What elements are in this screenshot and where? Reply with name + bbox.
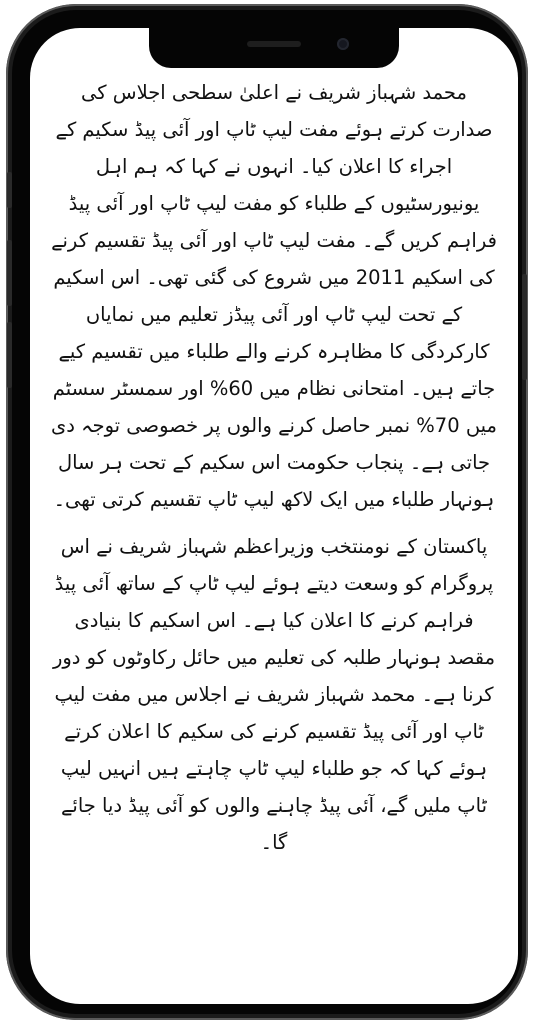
phone-screen[interactable] bbox=[30, 28, 518, 1004]
power-button bbox=[522, 274, 527, 380]
notch bbox=[149, 28, 399, 68]
front-camera-icon bbox=[337, 38, 349, 50]
article-paragraph-2: پاکستان کے نومنتخب وزیراعظم شہباز شریف نے اس پروگرام کو وسعت دیتے ہوئے لیپ ٹاپ کے ساتھ آئی پیڈ فراہم کرنے کا اعلان کیا ہے۔ اس اسکیم کا بنیادی مقصد ہونہار طلبہ کی تعلیم میں حائل رکاوٹوں کو دور کرنا ہے۔ محمد شہباز شریف نے اجلاس میں مفت لیپ ٹاپ اور آئی پیڈ تقسیم کرنے کی سکیم کا اعلان کرتے ہوئے کہا کہ جو طلباء لیپ ٹاپ چاہتے ہیں انہیں لیپ ٹاپ ملیں گے، آئی پیڈ چاہنے والوں کو آئی پیڈ دیا جائے گا۔ bbox=[52, 535, 496, 854]
article-paragraph-1: محمد شہباز شریف نے اعلیٰ سطحی اجلاس کی صدارت کرتے ہوئے مفت لیپ ٹاپ اور آئی پیڈ سکیم کے اجراء کا اعلان کیا۔ انہوں نے کہا کہ ہم اہل یونیورسٹیوں کے طلباء کو مفت لیپ ٹاپ اور آئی پیڈ فراہم کریں گے۔ مفت لیپ ٹاپ اور آئی پیڈ تقسیم کرنے کی اسکیم 2011 میں شروع کی گئی تھی۔ اس اسکیم کے تحت لیپ ٹاپ اور آئی پیڈز تعلیم میں نمایاں کارکردگی کا مظاہرہ کرنے والے طلباء میں تقسیم کیے جاتے ہیں۔ امتحانی نظام میں 60% اور سمسٹر سسٹم میں 70% نمبر حاصل کرنے والوں پر خصوصی توجہ دی جاتی ہے۔ پنجاب حکومت اس سکیم کے تحت ہر سال ہونہار طلباء میں ایک لاکھ لیپ ٹاپ تقسیم کرتی تھی۔ bbox=[50, 81, 497, 511]
speaker-grille bbox=[247, 41, 301, 47]
phone-frame bbox=[6, 4, 528, 1020]
article-body bbox=[50, 74, 498, 871]
